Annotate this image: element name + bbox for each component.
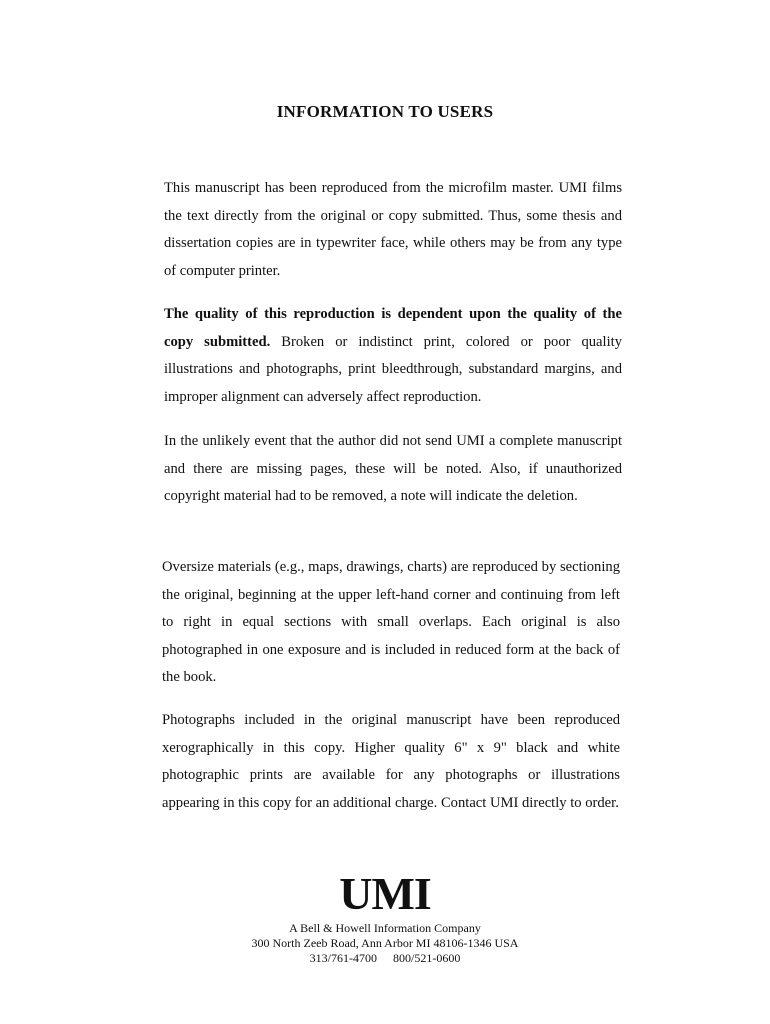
- quality-notice-text: Broken or indistinct print, colored or poor quality illustrations and photographs, print bleedthrough, substandard margins, and improper alignment can adversely affect reproduction.: [164, 333, 622, 405]
- phone-number: 313/761-4700: [309, 951, 377, 965]
- company-phones: [0, 950, 770, 966]
- company-name: A Bell & Howell Information Company: [289, 921, 481, 935]
- paragraph-oversize-materials: Oversize materials (e.g., maps, drawings, charts) are reproduced by sectioning the original, beginning at the upper left-hand corner and continuing from left to right in equal sections with small overlaps. Each original is also photographed in one exposure and is included in reduced form at the back of the book.: [162, 559, 620, 685]
- paragraph-microfilm-reproduction: This manuscript has been reproduced from the microfilm master. UMI films the text directly from the original or copy submitted. Thus, some thesis and dissertation copies are in typewriter face, while others may be from any type of computer printer.: [164, 180, 622, 279]
- paragraph-quality-notice: [164, 301, 622, 411]
- company-address: 300 North Zeeb Road, Ann Arbor MI 48106-1346 USA: [251, 936, 519, 950]
- quality-notice-bold: The quality of this reproduction is dependent upon the quality of the copy submitted.: [164, 306, 622, 350]
- paragraph-photographs: Photographs included in the original manuscript have been reproduced xerographically in this copy. Higher quality 6" x 9" black and white photographic prints are available for any photographs or illustrations appearing in this copy for an additional charge. Contact UMI directly to order.: [162, 712, 620, 811]
- umi-logo: UMI: [339, 868, 431, 919]
- paragraph-missing-pages: In the unlikely event that the author did not send UMI a complete manuscript and there are missing pages, these will be noted. Also, if unauthorized copyright material had to be removed, a note will indicate the deletion.: [164, 433, 622, 504]
- page-title: INFORMATION TO USERS: [276, 102, 494, 121]
- phone-number: 800/521-0600: [393, 951, 461, 965]
